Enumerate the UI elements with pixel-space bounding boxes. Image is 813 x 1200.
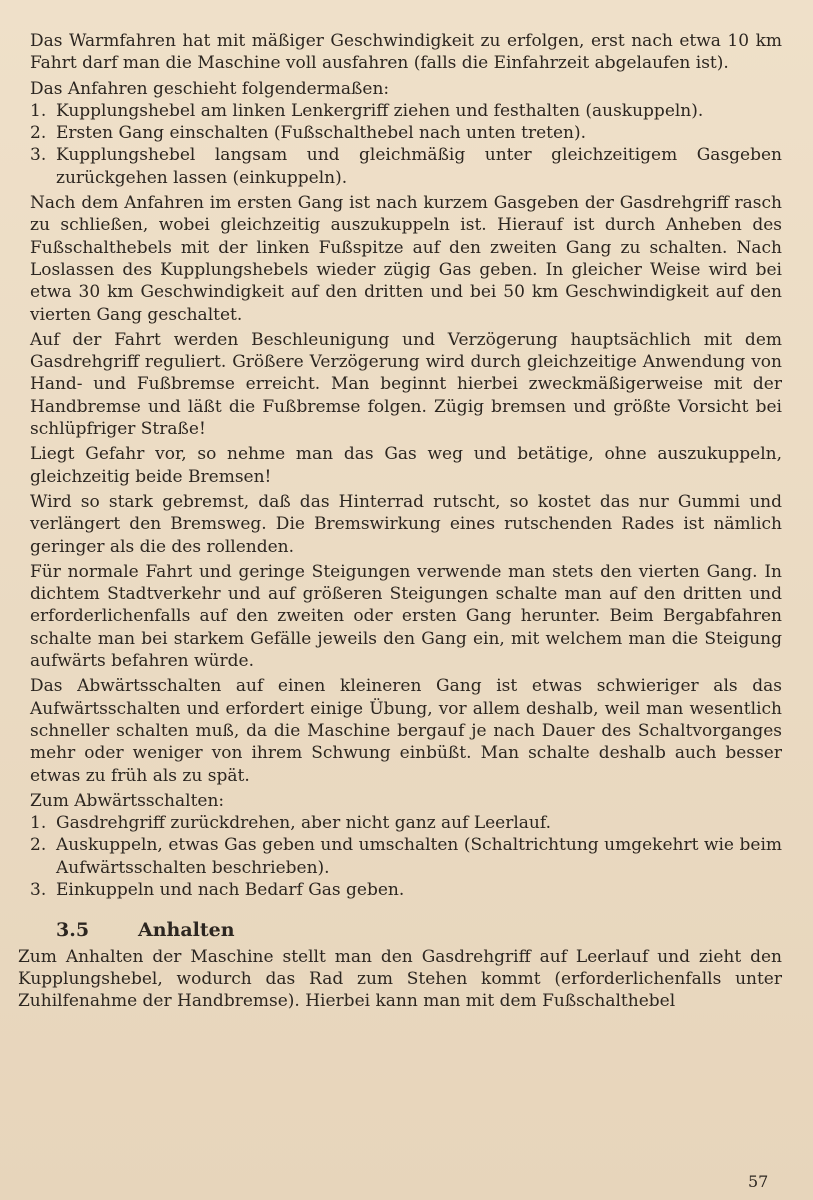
list-item-text: Einkuppeln und nach Bedarf Gas geben. (56, 879, 405, 900)
paragraph-schalten: Nach dem Anfahren im ersten Gang ist nach kurzem Gasgeben der Gasdrehgriff rasch zu schließen, wobei gleichzeitig auszukuppeln ist. Hierauf ist durch Anheben des Fußschalthebels mit der linken Fußspitze auf den zweiten Gang zu schalten. Nach Loslassen des Kupplungshebels wieder zügig Gas geben. In gleicher Weise wird bei etwa 30 km Geschwindigkeit auf den dritten und bei 50 km Geschwindigkeit auf den vierten Gang geschaltet. (30, 193, 782, 325)
list-item (30, 834, 782, 879)
abwaerts-steps-list (30, 812, 782, 901)
paragraph-anhalten: Zum Anhalten der Maschine stellt man den Gasdrehgriff auf Leerlauf und zieht den Kupplungshebel, wodurch das Rad zum Stehen kommt (erforderlichenfalls unter Zuhilfenahme der Handbremse). Hierbei kann man mit dem Fußschalthebel (18, 946, 782, 1012)
paragraph-abwaerts-intro: Zum Abwärtsschalten: (30, 790, 225, 811)
paragraph-bremsen: Auf der Fahrt werden Beschleunigung und Verzögerung hauptsächlich mit dem Gasdrehgriff reguliert. Größere Verzögerung wird durch gleichzeitige Anwendung von Hand- und Fußbremse erreicht. Man beginnt hierbei zweckmäßigerweise mit der Handbremse und läßt die Fußbremse folgen. Zügig bremsen und größte Vorsicht bei schlüpfriger Straße! (30, 329, 782, 440)
list-item (30, 812, 782, 834)
list-item-number: 2. (30, 835, 47, 856)
list-item-number: 1. (30, 100, 47, 121)
list-item-text: Gasdrehgriff zurückdrehen, aber nicht ganz auf Leerlauf. (56, 813, 551, 834)
page-number: 57 (748, 1172, 769, 1191)
section-heading (56, 919, 782, 941)
list-item (30, 144, 782, 189)
section-number: 3.5 (56, 919, 90, 942)
list-item-text: Kupplungshebel langsam und gleichmäßig unter gleichzeitigem Gasgeben zurückgehen lassen (einkuppeln). (56, 145, 782, 188)
list-item-text: Auskuppeln, etwas Gas geben und umschalten (Schaltrichtung umgekehrt wie beim Aufwärtsschalten beschrieben). (56, 835, 782, 878)
paragraph-hinterrad: Wird so stark gebremst, daß das Hinterrad rutscht, so kostet das nur Gummi und verlängert den Bremsweg. Die Bremswirkung eines rutschenden Rades ist nämlich geringer als die des rollenden. (30, 491, 782, 557)
paragraph-anfahren-intro: Das Anfahren geschieht folgendermaßen: (30, 78, 390, 99)
paragraph-warmfahren: Das Warmfahren hat mit mäßiger Geschwindigkeit zu erfolgen, erst nach etwa 10 km Fahrt darf man die Maschine voll ausfahren (falls die Einfahrzeit abgelaufen ist). (30, 31, 782, 74)
list-item-number: 3. (30, 879, 47, 900)
list-item-number: 1. (30, 813, 47, 834)
list-item (30, 100, 782, 122)
page-body (18, 30, 782, 1012)
list-item (30, 122, 782, 144)
list-item-text: Ersten Gang einschalten (Fußschalthebel nach unten treten). (56, 123, 587, 144)
section-title: Anhalten (138, 919, 235, 942)
list-item-number: 2. (30, 123, 47, 144)
list-item (30, 879, 782, 901)
paragraph-gangwahl: Für normale Fahrt und geringe Steigungen verwende man stets den vierten Gang. In dichtem Stadtverkehr und auf größeren Steigungen schalte man auf den dritten und erforderlichenfalls auf den zweiten oder ersten Gang herunter. Beim Bergabfahren schalte man bei starkem Gefälle jeweils den Gang ein, mit welchem man die Steigung aufwärts befahren würde. (30, 561, 782, 672)
anfahren-steps-list (30, 100, 782, 189)
paragraph-abwaertsschalten: Das Abwärtsschalten auf einen kleineren Gang ist etwas schwieriger als das Aufwärtsschalten und erfordert einige Übung, vor allem deshalb, weil man wesentlich schneller schalten muß, da die Maschine bergauf je nach Dauer des Schaltvorganges mehr oder weniger von ihrem Schwung einbüßt. Man schalte deshalb auch besser etwas zu früh als zu spät. (30, 676, 782, 786)
list-item-number: 3. (30, 145, 47, 166)
paragraph-gefahr: Liegt Gefahr vor, so nehme man das Gas weg und betätige, ohne auszukuppeln, gleichzeitig beide Bremsen! (30, 444, 782, 487)
list-item-text: Kupplungshebel am linken Lenkergriff ziehen und festhalten (auskuppeln). (56, 100, 704, 121)
